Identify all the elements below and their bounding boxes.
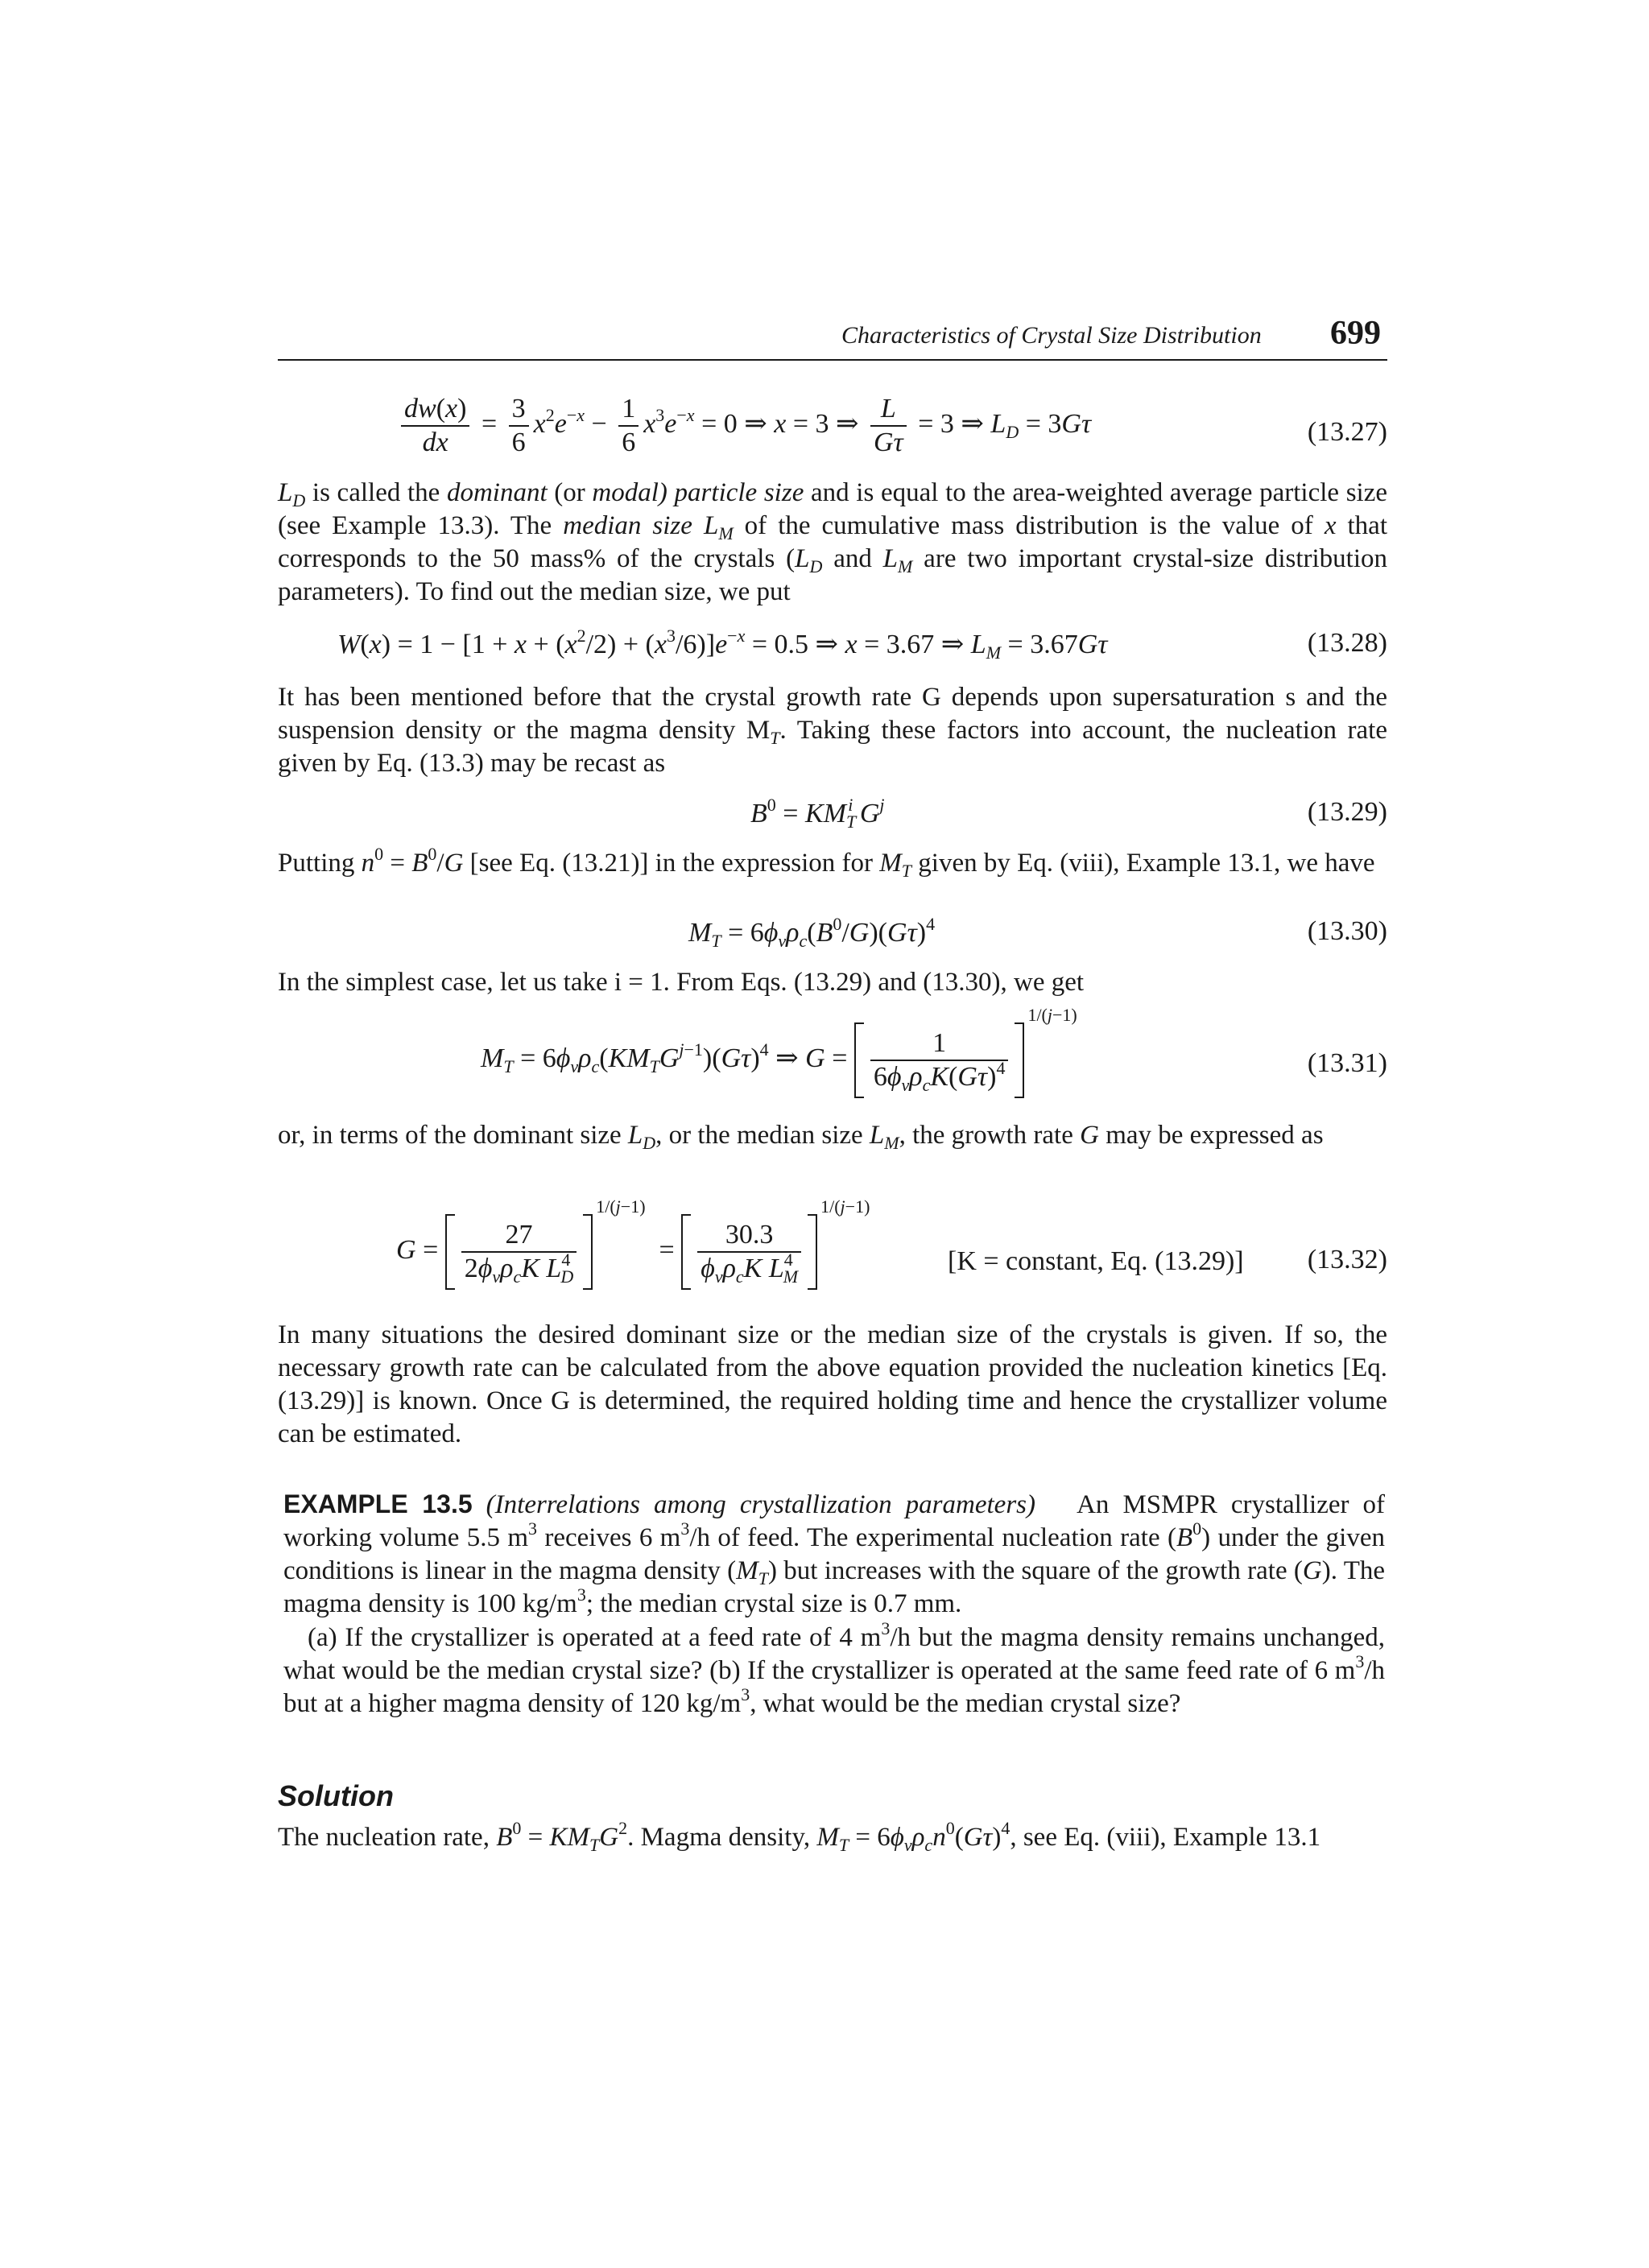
equation-13-27: $\frac{dw(x)}{dx}$ = $\frac{3}{6}$ $x^2e^{-x}$ − $\frac{1}{6}$ $x^3e^{-x} = 0$ ⇒ x = 3 ⇒ $\frac{L}{G\tau}$ = 3 ⇒ $L_D = 3G\tau$ bbox=[396, 393, 1091, 459]
equation-13-32-note: [K = constant, Eq. (13.29)] bbox=[948, 1246, 1244, 1276]
paragraph-many-situations: In many situations the desired dominant size or the median size of the crystals is given. If so, the necessary growth rate can be calculated from the above equation provided the nucleation kinetics [Eq. (13.29)] is known. Once G is determined, the required holding time and hence the crystallizer volume can be estimated. bbox=[278, 1320, 1387, 1448]
example-label: EXAMPLE 13.5 bbox=[283, 1489, 473, 1518]
equation-number-13-28: (13.28) bbox=[1307, 628, 1387, 658]
equation-13-29: $B^0 = KM_T^i$ $G^j$ bbox=[750, 795, 885, 832]
equation-13-28: $W(x) = 1 - [1 + x + (x^2/2) + (x^3/6)]e^{-x} = 0.5$ ⇒ x = 3.67 ⇒ $L_M = 3.67G\tau$ bbox=[337, 626, 1108, 663]
solution-text: The nucleation rate, $B^0 = KM_TG^2$. Magma density, $M_T = 6\phi_v\rho_cn^0(G\tau)^4$, see Eq. (viii), Example 13.1 bbox=[278, 1818, 1321, 1855]
equation-13-30: $M_T = 6\phi_v\rho_c(B^0/G)(G\tau)^4$ bbox=[688, 914, 936, 951]
paragraph-growth-rate: It has been mentioned before that the crystal growth rate G depends upon supersaturation s and the suspension density or the magma density $M_T$. Taking these factors into account, the nucleation rate given by Eq. (13.3) may be recast as bbox=[278, 683, 1387, 778]
page-number: 699 bbox=[1330, 315, 1381, 352]
paragraph-in-terms-of: or, in terms of the dominant size $L_D$, or the median size $L_M$, the growth rate G may be expressed as bbox=[278, 1121, 1324, 1153]
equation-number-13-27: (13.27) bbox=[1307, 417, 1387, 447]
example-13-5: EXAMPLE 13.5 (Interrelations among crystallization parameters) An MSMPR crystallizer of working volume 5.5 $m^3$ receives 6 $m^3/h$ of feed. The experimental nucleation rate $(B^0)$ under the given conditions is linear in the magma density $(M_T)$ but increases with the square of the growth rate (G). The magma density is 100 $kg/m^3$; the median crystal size is 0.7 mm. bbox=[283, 1489, 1386, 1618]
example-13-5-questions: (a) If the crystallizer is operated at a feed rate of 4 $m^3/h$ but the magma density remains unchanged, what would be the median crystal size? (b) If the crystallizer is operated at the same feed rate of 6 $m^3/h$ but at a higher magma density of 120 $kg/m^3$, what would be the median crystal size? bbox=[283, 1618, 1385, 1718]
solution-heading: Solution bbox=[278, 1779, 394, 1812]
equation-13-31: $M_T = 6\phi_v\rho_c(KM_TG^{j-1})(G\tau)^4$ ⇒ G = $\frac{1}{6\phi_v\rho_cK(G\tau)^4}$ 1/(j−1) bbox=[481, 1022, 1077, 1098]
equation-number-13-31: (13.31) bbox=[1307, 1048, 1387, 1078]
example-title: (Interrelations among crystallization parameters) bbox=[486, 1490, 1035, 1519]
equation-number-13-30: (13.30) bbox=[1307, 916, 1387, 946]
running-head: Characteristics of Crystal Size Distribution bbox=[841, 322, 1262, 349]
paragraph-putting: Putting $n^0 = B^0/G$ [see Eq. (13.21)] in the expression for $M_T$ given by Eq. (viii), Example 13.1, we have bbox=[278, 844, 1375, 881]
equation-13-32: G = $\frac{27}{2\phi_v\rho_cK L^4_D}$ 1/(j−1) = $\frac{30.3}{\phi_v\rho_cK L^4_M}$ 1/(j−1) bbox=[396, 1214, 870, 1290]
paragraph-dominant-size: $L_D$ is called the dominant (or modal) particle size and is equal to the area-weighted average particle size (see Example 13.3). The median size $L_M$ of the cumulative mass distribution is the value of x that corresponds to the 50 mass% of the crystals ($L_D$ and $L_M$ are two important crystal-size distribution parameters). To find out the median size, we put bbox=[278, 478, 1387, 606]
header-rule bbox=[278, 359, 1387, 361]
paragraph-simplest-case: In the simplest case, let us take i = 1. From Eqs. (13.29) and (13.30), we get bbox=[278, 968, 1085, 997]
equation-number-13-32: (13.32) bbox=[1307, 1245, 1387, 1274]
equation-number-13-29: (13.29) bbox=[1307, 797, 1387, 827]
